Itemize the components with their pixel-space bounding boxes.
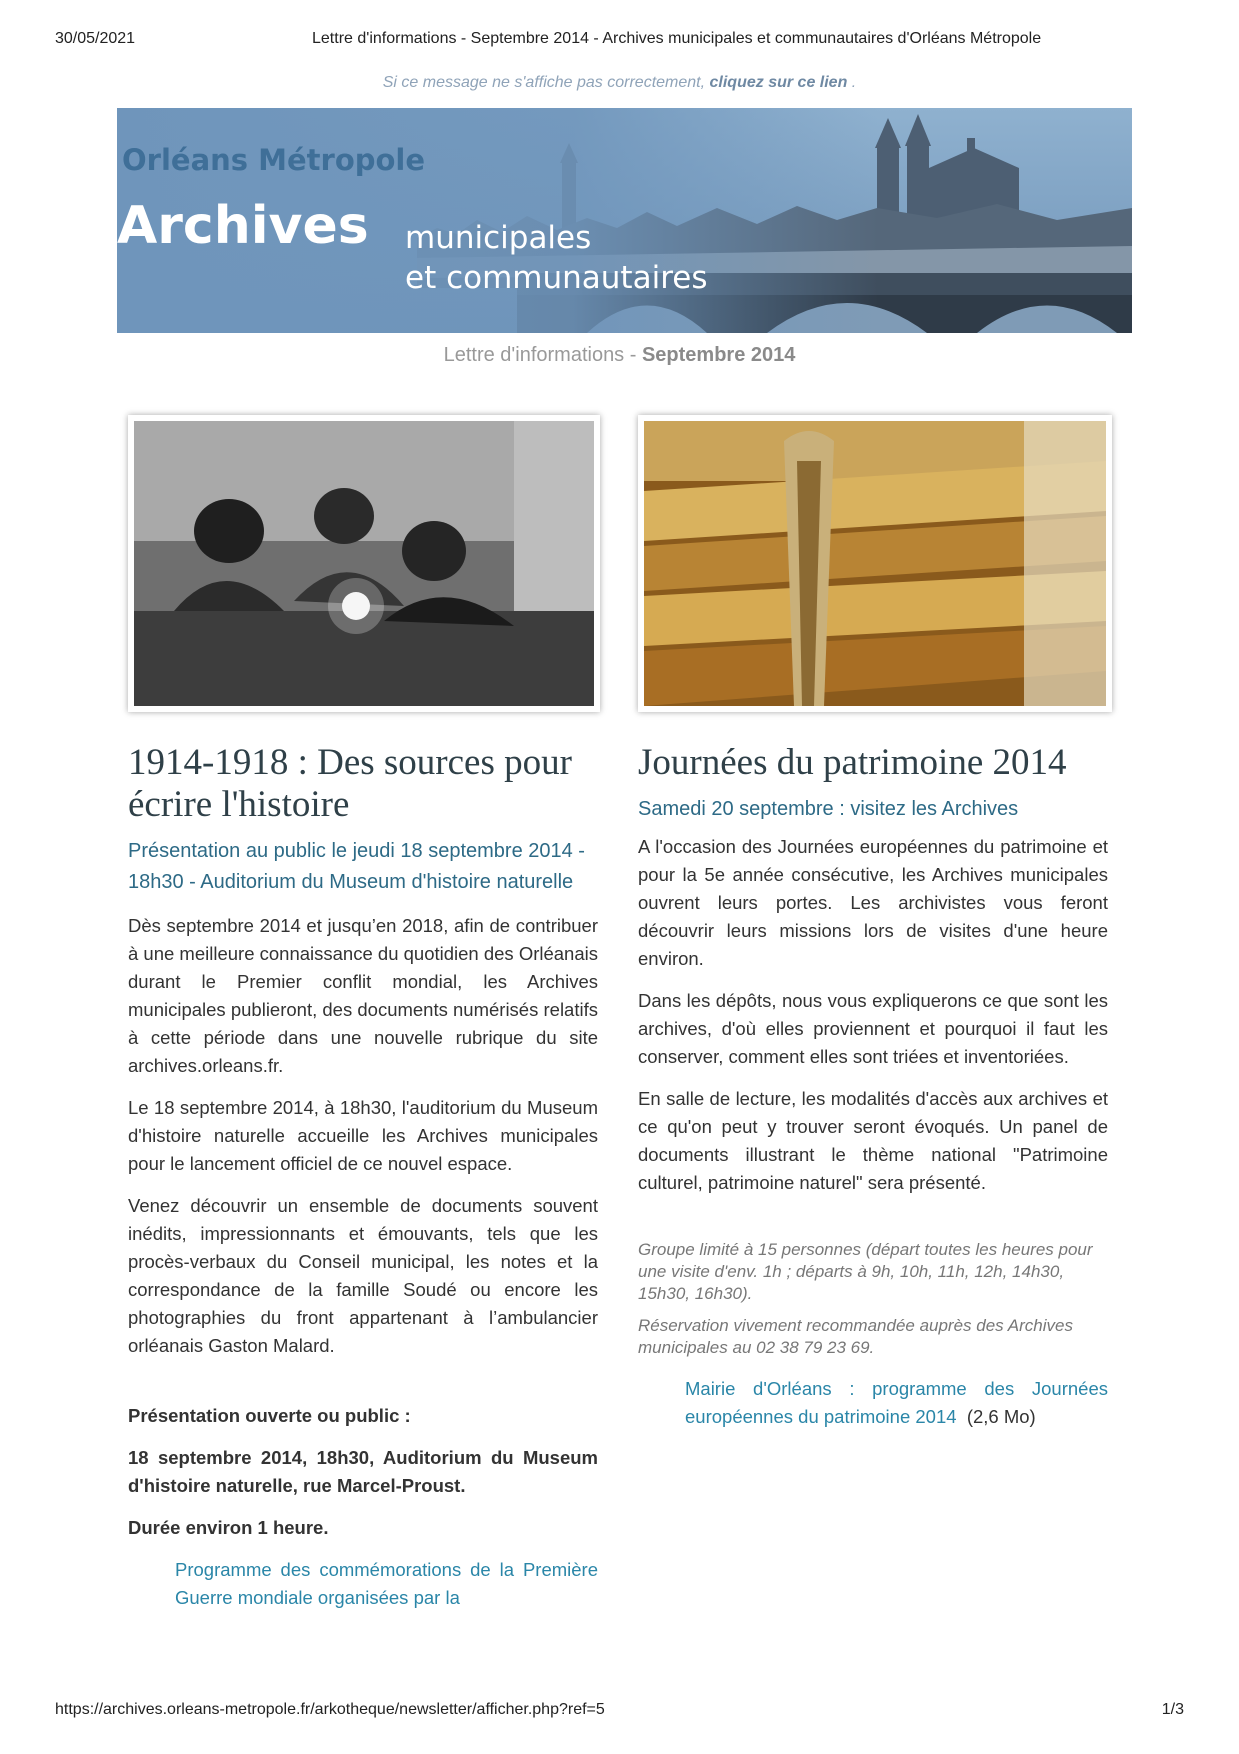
banner-line2: et communautaires xyxy=(405,260,708,296)
subtitle-prefix: Lettre d'informations - xyxy=(443,344,637,366)
article-right-paragraph-2: Dans les dépôts, nous vous expliquerons ce que sont les archives, d'où elles proviennent et pourquoi il faut les conserver, comment elles sont triées et inventoriées. xyxy=(638,990,1108,1067)
presentation-duration: Durée environ 1 heure. xyxy=(128,1517,329,1538)
webview-suffix: . xyxy=(851,74,857,91)
patrimoine-link-block xyxy=(638,1375,1108,1431)
commemorations-link-block xyxy=(128,1556,598,1612)
article-left-paragraph-1: Dès septembre 2014 et jusqu’en 2018, afin de contribuer à une meilleure connaissance du quotidien des Orléanais durant le Premier conflit mondial, les Archives municipales publieront, des documents numérisés relatifs à cette période dans une nouvelle rubrique du site archives.orleans.fr. xyxy=(128,915,598,1076)
banner-graphic xyxy=(117,108,1132,333)
subtitle-month: Septembre 2014 xyxy=(641,344,796,366)
print-date: 30/05/2021 xyxy=(55,30,136,47)
article-right-subtitle: Samedi 20 septembre : visitez les Archives xyxy=(638,798,1019,820)
article-right-title: Journées du patrimoine 2014 xyxy=(638,742,1067,783)
article-right-paragraph-1: A l'occasion des Journées européennes du patrimoine et pour la 5e année consécutive, les Archives municipales ouvrent leurs portes. Les archivistes vous feront découvrir leurs missions lors de visites d'une heure environ. xyxy=(638,836,1108,969)
presentation-heading: Présentation ouverte ou public : xyxy=(128,1405,411,1426)
article-left xyxy=(128,742,598,1612)
newsletter-subtitle xyxy=(0,344,1239,367)
webview-link[interactable]: cliquez sur ce lien xyxy=(709,74,848,91)
patrimoine-program-link[interactable]: Mairie d'Orléans : programme des Journées européennes du patrimoine 2014 xyxy=(685,1378,1108,1427)
archives-files-photo xyxy=(638,415,1112,712)
presentation-details: 18 septembre 2014, 18h30, Auditorium du Museum d'histoire naturelle, rue Marcel-Proust. xyxy=(128,1447,598,1496)
article-left-title: 1914-1918 : Des sources pour écrire l'histoire xyxy=(128,742,572,825)
webview-notice xyxy=(0,74,1239,92)
webview-prefix: Si ce message ne s'affiche pas correctement, xyxy=(382,74,706,91)
reservation-note: Réservation vivement recommandée auprès des Archives municipales au 02 38 79 23 69. xyxy=(638,1316,1073,1357)
header-banner xyxy=(117,108,1132,333)
article-right-paragraph-3: En salle de lecture, les modalités d'accès aux archives et ce qu'on peut y trouver seront évoqués. Un panel de documents illustrant le thème national "Patrimoine culturel, patrimoine naturel" sera présenté. xyxy=(638,1088,1108,1193)
banner-org: Orléans Métropole xyxy=(122,143,426,177)
article-left-subtitle: Présentation au public le jeudi 18 septembre 2014 - 18h30 - Auditorium du Museum d'histoire naturelle xyxy=(128,840,585,893)
print-header xyxy=(55,30,1184,54)
soldiers-photo xyxy=(128,415,600,712)
article-right xyxy=(638,742,1108,1431)
print-title: Lettre d'informations - Septembre 2014 - Archives municipales et communautaires d'Orléans Métropole xyxy=(312,30,1042,47)
article-left-paragraph-3: Venez découvrir un ensemble de documents souvent inédits, impressionnants et émouvants, tels que les procès-verbaux du Conseil municipal, les notes et la correspondance de la famille Soudé ou encore les photographies du front appartenant à l’ambulancier orléanais Gaston Malard. xyxy=(128,1195,598,1356)
banner-line1: municipales xyxy=(405,220,592,256)
article-left-paragraph-2: Le 18 septembre 2014, à 18h30, l'auditorium du Museum d'histoire naturelle accueille les Archives municipales pour le lancement officiel de ce nouvel espace. xyxy=(128,1097,598,1174)
file-size: (2,6 Mo) xyxy=(966,1406,1036,1427)
page-number: 1/3 xyxy=(1161,1701,1184,1718)
group-note: Groupe limité à 15 personnes (départ toutes les heures pour une visite d'env. 1h ; départs à 9h, 10h, 11h, 12h, 14h30, 15h30, 16h30). xyxy=(638,1240,1093,1303)
banner-title: Archives xyxy=(117,196,369,256)
print-url: https://archives.orleans-metropole.fr/arkotheque/newsletter/afficher.php?ref=5 xyxy=(55,1701,605,1718)
commemorations-link[interactable]: Programme des commémorations de la Première Guerre mondiale organisées par la xyxy=(175,1559,598,1608)
